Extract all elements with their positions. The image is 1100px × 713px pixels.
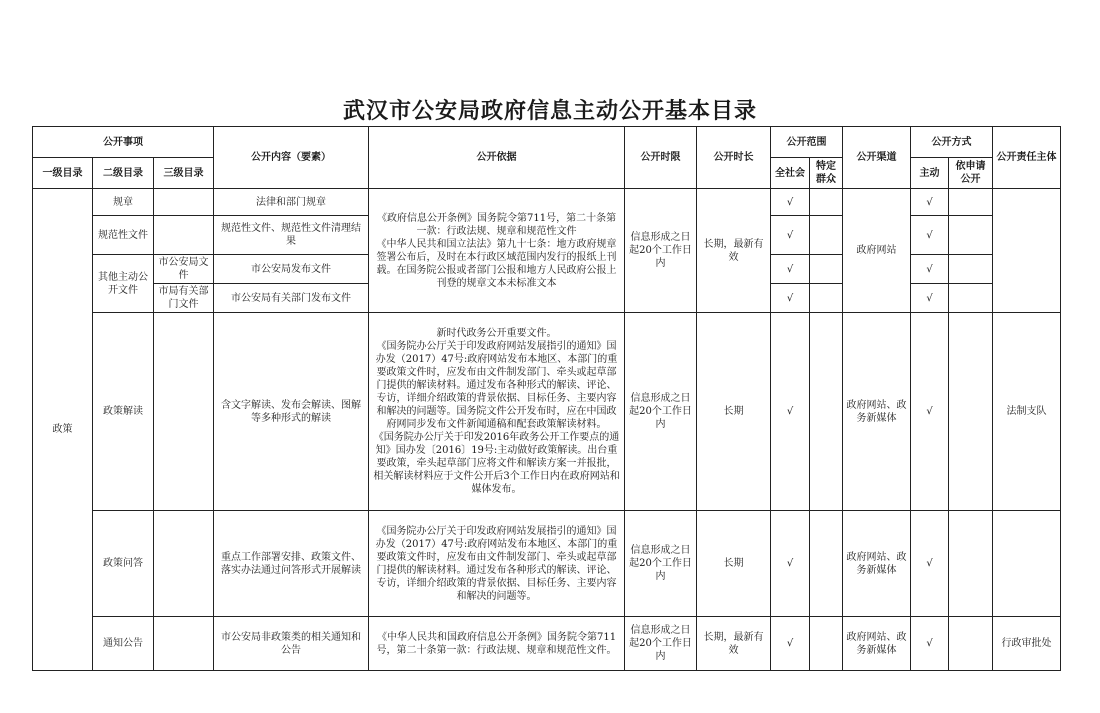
scope-all-check: √ xyxy=(771,189,810,216)
basis-cell xyxy=(369,617,625,671)
header-scope-special: 特定群众 xyxy=(810,158,843,189)
header-method-active: 主动 xyxy=(911,158,949,189)
level3-cell xyxy=(154,313,214,511)
scope-all-check: √ xyxy=(771,284,810,313)
method-active-check: √ xyxy=(911,189,949,216)
content-cell: 含文字解读、发布会解读、图解等多种形式的解读 xyxy=(214,313,369,511)
method-active-check: √ xyxy=(911,216,949,255)
scope-special-cell xyxy=(810,313,843,511)
level1-cell: 政策 xyxy=(33,189,93,671)
method-request-cell xyxy=(949,511,993,617)
catalog-table xyxy=(32,126,1061,671)
duration-cell: 长期，最新有效 xyxy=(697,617,771,671)
level2-cell: 其他主动公开文件 xyxy=(93,255,154,313)
header-level1: 一级目录 xyxy=(33,158,93,189)
header-duration: 公开时长 xyxy=(697,127,771,189)
time-cell: 信息形成之日起20个工作日内 xyxy=(625,617,697,671)
table-row xyxy=(33,313,1061,511)
content-cell: 法律和部门规章 xyxy=(214,189,369,216)
basis-line: 新时代政务公开重要文件。 xyxy=(436,328,557,339)
header-item: 公开事项 xyxy=(33,127,214,158)
basis-cell xyxy=(369,189,625,313)
channel-cell: 政府网站 xyxy=(843,189,911,313)
duration-cell: 长期 xyxy=(697,511,771,617)
basis-line: 《国务院办公厅关于印发2016年政务公开工作要点的通知》国办发〔2016〕19号:主动做好政策解读。出台重要政策，牵头起草部门应将文件和解读方案一并报批，相关解读材料应于文件公开后3个工作日内在政府网站和媒体发布。 xyxy=(373,432,620,495)
header-row-1 xyxy=(33,127,1061,158)
basis-line: 《国务院办公厅关于印发政府网站发展指引的通知》国办发（2017）47号:政府网站发布本地区、本部门的重要政策文件时，应发布由文件制发部门、牵头或起草部门提供的解读材料。通过发布各种形式的解读、评论、专访，详细介绍政策的背景依据、目标任务、主要内容和解决的问题等。 xyxy=(375,525,618,602)
scope-special-cell xyxy=(810,255,843,284)
level2-cell: 通知公告 xyxy=(93,617,154,671)
content-cell: 市公安局有关部门发布文件 xyxy=(214,284,369,313)
method-active-check: √ xyxy=(911,511,949,617)
header-level2: 二级目录 xyxy=(93,158,154,189)
scope-all-check: √ xyxy=(771,511,810,617)
channel-cell: 政府网站、政务新媒体 xyxy=(843,617,911,671)
table-row xyxy=(33,511,1061,617)
table-row xyxy=(33,617,1061,671)
basis-line: 《国务院办公厅关于印发政府网站发展指引的通知》国办发（2017）47号:政府网站发布本地区、本部门的重要政策文件时，应发布由文件制发部门、牵头或起草部门提供的解读材料。通过发布各种形式的解读、评论、专访，详细介绍政策的背景依据、目标任务、主要内容和解决的问题等。国务院文件公开发布时，应在中国政府网同步发布文件新闻通稿和配套政策解读材料。 xyxy=(375,341,618,430)
channel-cell: 政府网站、政务新媒体 xyxy=(843,511,911,617)
scope-all-check: √ xyxy=(771,313,810,511)
duration-cell: 长期 xyxy=(697,313,771,511)
responsible-cell-blank xyxy=(993,511,1061,617)
level3-cell: 市公安局文件 xyxy=(154,255,214,284)
method-request-cell xyxy=(949,284,993,313)
method-active-check: √ xyxy=(911,313,949,511)
method-request-cell xyxy=(949,216,993,255)
time-cell: 信息形成之日起20个工作日内 xyxy=(625,189,697,313)
table-row xyxy=(33,189,1061,216)
basis-cell xyxy=(369,511,625,617)
level2-cell: 规章 xyxy=(93,189,154,216)
method-request-cell xyxy=(949,255,993,284)
level3-cell: 市局有关部门文件 xyxy=(154,284,214,313)
responsible-cell: 法制支队 xyxy=(993,313,1061,511)
method-request-cell xyxy=(949,617,993,671)
method-active-check: √ xyxy=(911,617,949,671)
level3-cell xyxy=(154,511,214,617)
header-level3: 三级目录 xyxy=(154,158,214,189)
scope-all-check: √ xyxy=(771,216,810,255)
method-request-cell xyxy=(949,189,993,216)
basis-cell xyxy=(369,313,625,511)
content-cell: 重点工作部署安排、政策文件、落实办法通过问答形式开展解读 xyxy=(214,511,369,617)
scope-all-check: √ xyxy=(771,617,810,671)
header-content: 公开内容（要素） xyxy=(214,127,369,189)
level2-cell: 政策解读 xyxy=(93,313,154,511)
responsible-cell-blank xyxy=(993,189,1061,313)
level3-cell xyxy=(154,189,214,216)
header-channel: 公开渠道 xyxy=(843,127,911,189)
header-basis: 公开依据 xyxy=(369,127,625,189)
duration-cell: 长期，最新有效 xyxy=(697,189,771,313)
scope-special-cell xyxy=(810,511,843,617)
time-cell: 信息形成之日起20个工作日内 xyxy=(625,313,697,511)
level3-cell xyxy=(154,216,214,255)
method-active-check: √ xyxy=(911,255,949,284)
basis-line: 《政府信息公开条例》国务院令第711号，第二十条第一款：行政法规、规章和规范性文件 xyxy=(376,212,617,237)
scope-special-cell xyxy=(810,284,843,313)
content-cell: 市公安局非政策类的相关通知和公告 xyxy=(214,617,369,671)
method-active-check: √ xyxy=(911,284,949,313)
time-cell: 信息形成之日起20个工作日内 xyxy=(625,511,697,617)
scope-special-cell xyxy=(810,617,843,671)
content-cell: 市公安局发布文件 xyxy=(214,255,369,284)
channel-cell: 政府网站、政务新媒体 xyxy=(843,313,911,511)
level3-cell xyxy=(154,617,214,671)
basis-line: 《中华人民共和国政府信息公开条例》国务院令第711号，第二十条第一款：行政法规、规章和规范性文件。 xyxy=(376,631,617,656)
header-method: 公开方式 xyxy=(911,127,993,158)
document-title: 武汉市公安局政府信息主动公开基本目录 xyxy=(342,99,757,124)
scope-special-cell xyxy=(810,216,843,255)
level2-cell: 政策问答 xyxy=(93,511,154,617)
header-scope-all: 全社会 xyxy=(771,158,810,189)
content-cell: 规范性文件、规范性文件清理结果 xyxy=(214,216,369,255)
method-request-cell xyxy=(949,313,993,511)
header-scope: 公开范围 xyxy=(771,127,843,158)
header-time: 公开时限 xyxy=(625,127,697,189)
level2-cell: 规范性文件 xyxy=(93,216,154,255)
basis-line: 《中华人民共和国立法法》第九十七条：地方政府规章签署公布后，及时在本行政区域范围内发行的报纸上刊载。在国务院公报或者部门公报和地方人民政府公报上刊登的规章文本未标准文本 xyxy=(376,238,617,289)
responsible-cell: 行政审批处 xyxy=(993,617,1061,671)
scope-all-check: √ xyxy=(771,255,810,284)
scope-special-cell xyxy=(810,189,843,216)
header-method-request: 依申请公开 xyxy=(949,158,993,189)
header-responsible: 公开责任主体 xyxy=(993,127,1061,189)
